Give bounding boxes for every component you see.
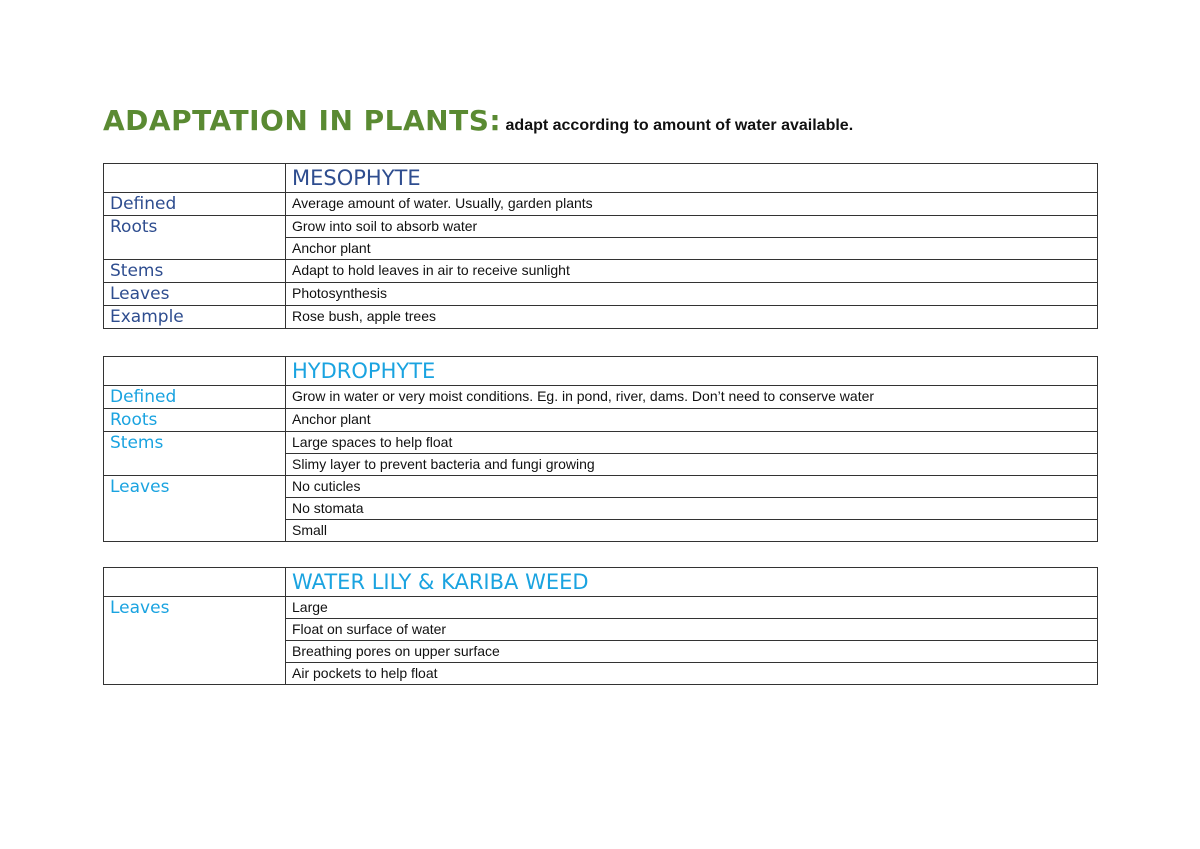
page-title — [103, 104, 853, 137]
water-lily-leaves-4: Air pockets to help float — [286, 663, 1098, 685]
mesophyte-example: Rose bush, apple trees — [286, 306, 1098, 329]
table-row — [104, 193, 1098, 216]
table-row — [104, 597, 1098, 619]
row-label-leaves: Leaves — [104, 476, 286, 542]
mesophyte-table — [103, 163, 1098, 329]
table-corner-cell — [104, 568, 286, 597]
water-lily-leaves-2: Float on surface of water — [286, 619, 1098, 641]
mesophyte-leaves: Photosynthesis — [286, 283, 1098, 306]
hydrophyte-leaves-3: Small — [286, 520, 1098, 542]
hydrophyte-stems-1: Large spaces to help float — [286, 432, 1098, 454]
row-label-example: Example — [104, 306, 286, 329]
water-lily-heading: WATER LILY & KARIBA WEED — [286, 568, 1098, 597]
table-row — [104, 216, 1098, 238]
hydrophyte-heading: HYDROPHYTE — [286, 357, 1098, 386]
hydrophyte-leaves-2: No stomata — [286, 498, 1098, 520]
mesophyte-heading: MESOPHYTE — [286, 164, 1098, 193]
row-label-leaves: Leaves — [104, 283, 286, 306]
table-row — [104, 386, 1098, 409]
row-label-roots: Roots — [104, 216, 286, 260]
water-lily-leaves-1: Large — [286, 597, 1098, 619]
row-label-defined: Defined — [104, 193, 286, 216]
hydrophyte-roots: Anchor plant — [286, 409, 1098, 432]
mesophyte-roots-1: Grow into soil to absorb water — [286, 216, 1098, 238]
table-row — [104, 476, 1098, 498]
mesophyte-defined: Average amount of water. Usually, garden plants — [286, 193, 1098, 216]
mesophyte-roots-2: Anchor plant — [286, 238, 1098, 260]
table-corner-cell — [104, 357, 286, 386]
hydrophyte-table — [103, 356, 1098, 542]
table-row — [104, 283, 1098, 306]
table-row — [104, 164, 1098, 193]
table-row — [104, 409, 1098, 432]
title-subtitle: adapt according to amount of water available. — [505, 117, 854, 134]
row-label-leaves: Leaves — [104, 597, 286, 685]
table-row — [104, 432, 1098, 454]
table-corner-cell — [104, 164, 286, 193]
table-row — [104, 306, 1098, 329]
title-main: ADAPTATION IN PLANTS: — [103, 104, 502, 137]
table-row — [104, 568, 1098, 597]
table-row — [104, 260, 1098, 283]
hydrophyte-stems-2: Slimy layer to prevent bacteria and fungi growing — [286, 454, 1098, 476]
row-label-stems: Stems — [104, 260, 286, 283]
row-label-stems: Stems — [104, 432, 286, 476]
hydrophyte-leaves-1: No cuticles — [286, 476, 1098, 498]
hydrophyte-defined: Grow in water or very moist conditions. Eg. in pond, river, dams. Don’t need to conserve water — [286, 386, 1098, 409]
water-lily-table — [103, 567, 1098, 685]
row-label-roots: Roots — [104, 409, 286, 432]
water-lily-leaves-3: Breathing pores on upper surface — [286, 641, 1098, 663]
table-row — [104, 357, 1098, 386]
row-label-defined: Defined — [104, 386, 286, 409]
mesophyte-stems: Adapt to hold leaves in air to receive sunlight — [286, 260, 1098, 283]
